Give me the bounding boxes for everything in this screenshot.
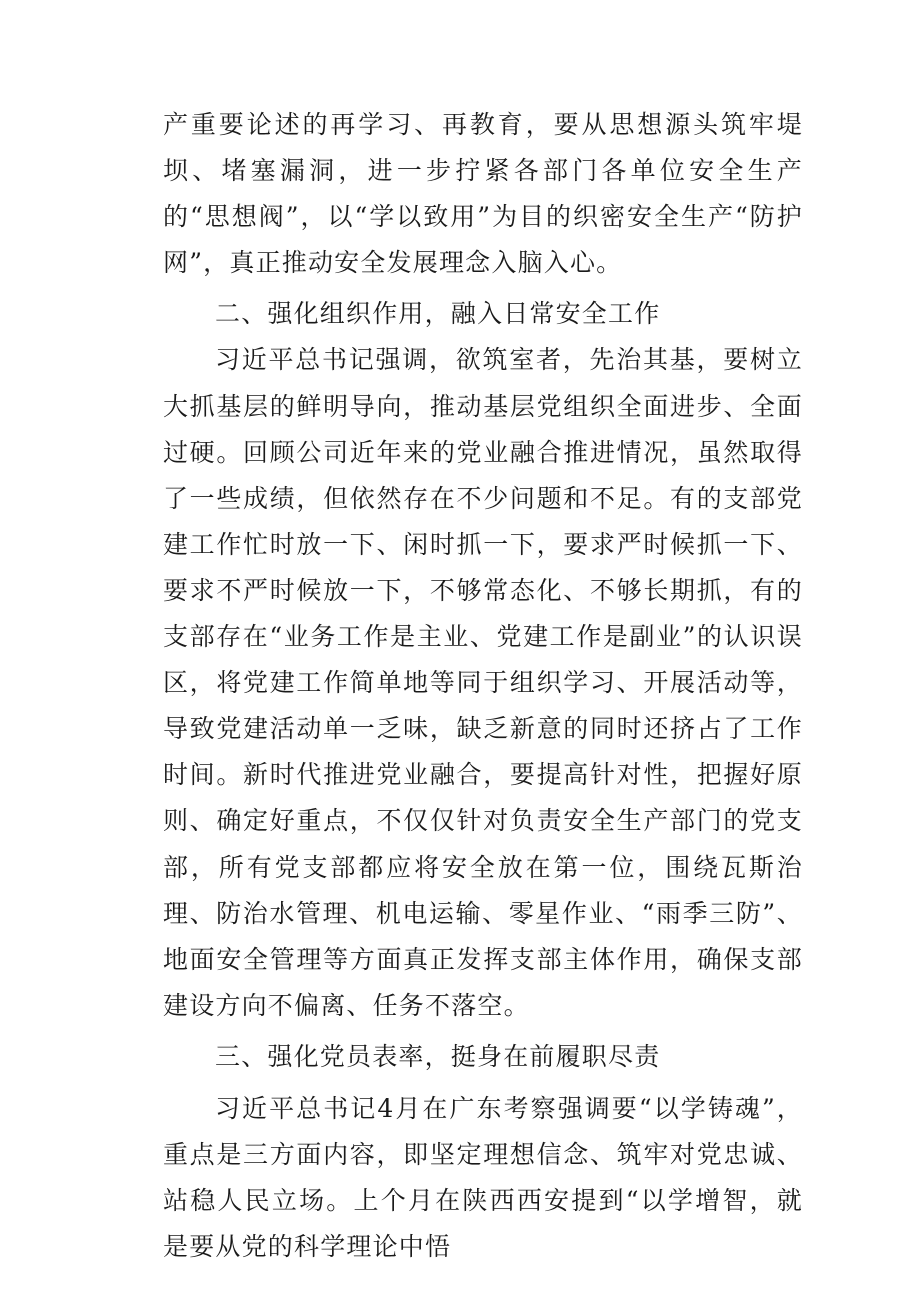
document-body	[163, 102, 803, 1270]
paragraph-section-3: 习近平总书记4月在广东考察强调要“以学铸魂”，重点是三方面内容，即坚定理想信念、筑牢对党忠诚、站稳人民立场。上个月在陕西西安提到“以学增智，就是要从党的科学理论中悟	[163, 1093, 803, 1262]
paragraph-continuation: 产重要论述的再学习、再教育，要从思想源头筑牢堤坝、堵塞漏洞，进一步拧紧各部门各单位安全生产的“思想阀”，以“学以致用”为目的织密安全生产“防护网”，真正推动安全发展理念入脑入心。	[163, 110, 803, 278]
section-heading-3: 三、强化党员表率，挺身在前履职尽责	[215, 1041, 661, 1071]
section-heading-2: 二、强化组织作用，融入日常安全工作	[215, 299, 661, 329]
paragraph-section-2: 习近平总书记强调，欲筑室者，先治其基，要树立大抓基层的鲜明导向，推动基层党组织全面进步、全面过硬。回顾公司近年来的党业融合推进情况，虽然取得了一些成绩，但依然存在不少问题和不足。有的支部党建工作忙时放一下、闲时抓一下，要求严时候抓一下、要求不严时候放一下，不够常态化、不够长期抓，有的支部存在“业务工作是主业、党建工作是副业”的认识误区，将党建工作简单地等同于组织学习、开展活动等，导致党建活动单一乏味，缺乏新意的同时还挤占了工作时间。新时代推进党业融合，要提高针对性，把握好原则、确定好重点，不仅仅针对负责安全生产部门的党支部，所有党支部都应将安全放在第一位，围绕瓦斯治理、防治水管理、机电运输、零星作业、“雨季三防”、地面安全管理等方面真正发挥支部主体作用，确保支部建设方向不偏离、任务不落空。	[163, 345, 803, 1020]
